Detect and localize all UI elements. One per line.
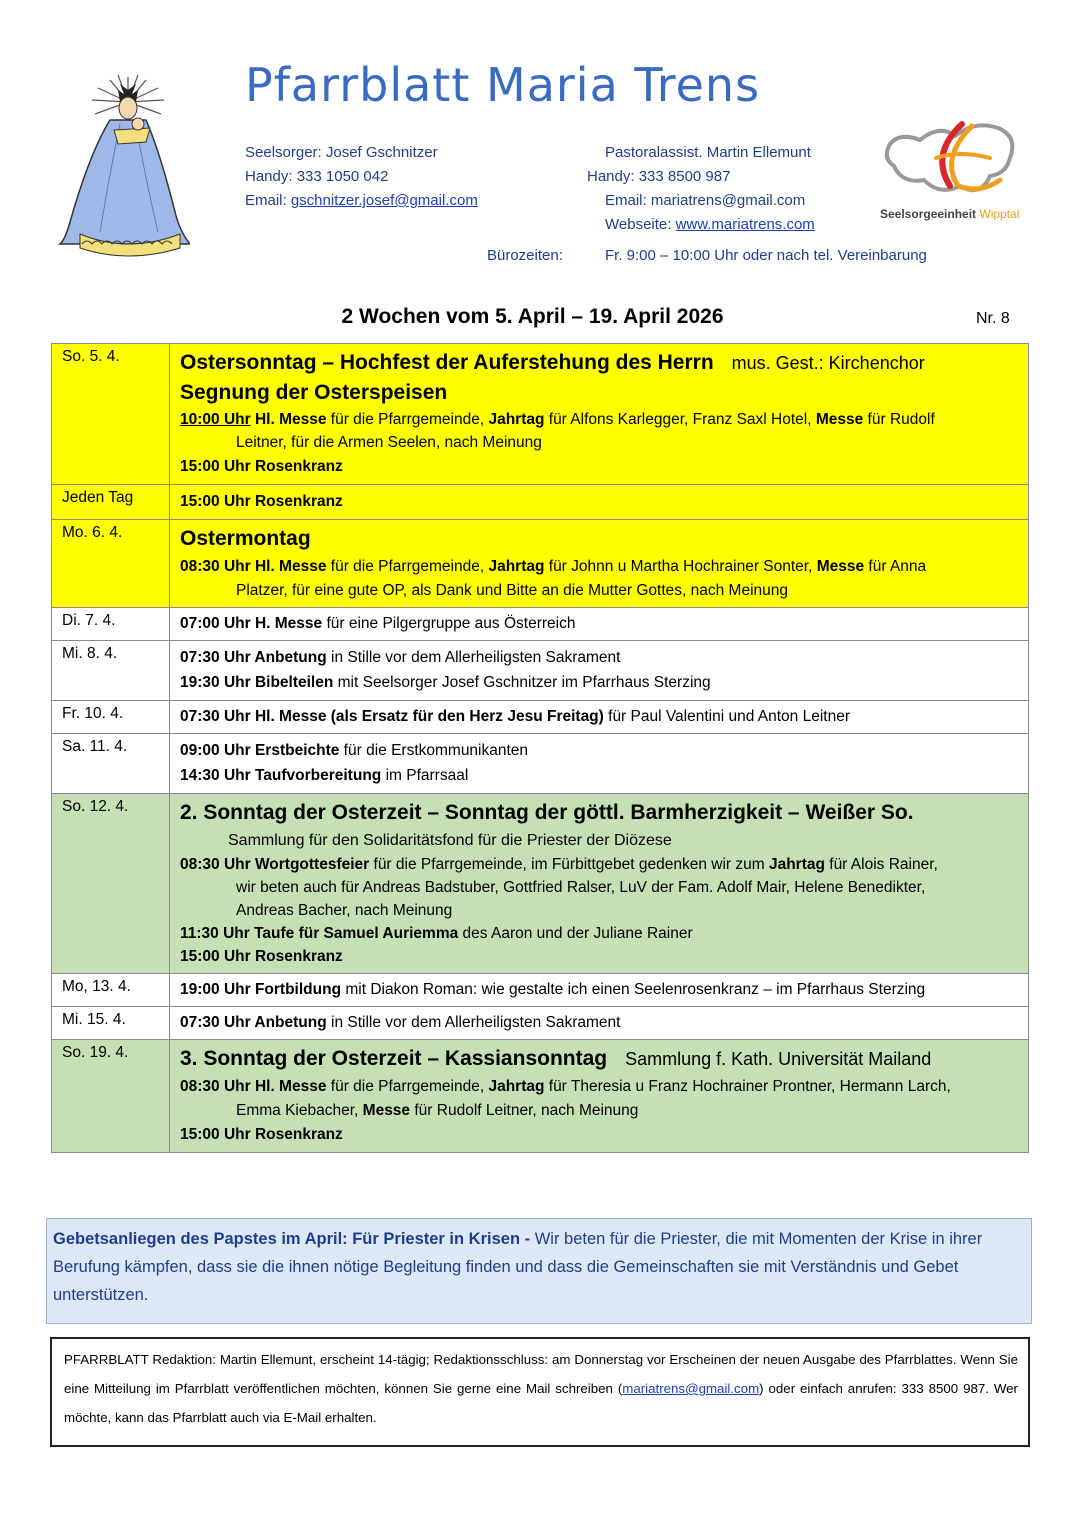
seelsorgeeinheit-logo bbox=[880, 114, 1020, 204]
row-content bbox=[170, 974, 1029, 1007]
pastor-email-line: Email: gschnitzer.josef@gmail.com bbox=[245, 192, 478, 209]
footer-email-link[interactable]: mariatrens@gmail.com bbox=[622, 1381, 760, 1396]
event-continuation: Leitner, für die Armen Seelen, nach Meinung bbox=[236, 434, 542, 451]
pastor-name: Seelsorger: Josef Gschnitzer bbox=[245, 144, 438, 161]
pastor-contact bbox=[245, 141, 478, 213]
event-line: 15:00 Uhr Rosenkranz bbox=[180, 493, 343, 510]
row-content bbox=[170, 344, 1029, 485]
event-line: 10:00 Uhr Hl. Messe für die Pfarrgemeinde, Jahrtag für Alfons Karlegger, Franz Saxl Hotel, Messe für Rudolf bbox=[180, 411, 935, 428]
prayer-intention-box bbox=[46, 1218, 1032, 1324]
event-continuation: Andreas Bacher, nach Meinung bbox=[236, 902, 453, 919]
day-title: 2. Sonntag der Osterzeit – Sonntag der göttl. Barmherzigkeit – Weißer So. bbox=[180, 801, 914, 824]
website-line: Webseite: www.mariatrens.com bbox=[605, 216, 815, 233]
event-line: 07:30 Uhr Hl. Messe (als Ersatz für den Herz Jesu Freitag) für Paul Valentini und Anton Leitner bbox=[180, 708, 850, 725]
row-date: Di. 7. 4. bbox=[52, 608, 170, 641]
row-content bbox=[170, 701, 1029, 734]
editorial-footer: PFARRBLATT Redaktion: Martin Ellemunt, erscheint 14-tägig; Redaktionsschluss: am Donnerstag vor Erscheinen der neuen Ausgabe des Pfarrblattes. Wenn Sie eine Mitteilung im Pfarrblatt veröffentlichen möchten, können Sie gerne eine Mail schreiben (mariatrens@gmail.com) oder einfach anrufen: 333 8500 987. Wer möchte, kann das Pfarrblatt auch via E-Mail erhalten. bbox=[50, 1337, 1030, 1447]
table-row bbox=[52, 520, 1029, 608]
issue-number: Nr. 8 bbox=[976, 310, 1010, 327]
table-row bbox=[52, 1007, 1029, 1040]
row-date: So. 12. 4. bbox=[52, 794, 170, 974]
table-row bbox=[52, 608, 1029, 641]
pastor-phone: Handy: 333 1050 042 bbox=[245, 168, 389, 185]
event-line: 07:30 Uhr Anbetung in Stille vor dem Allerheiligsten Sakrament bbox=[180, 649, 621, 666]
day-title: Ostersonntag – Hochfest der Auferstehung des Herrn mus. Gest.: Kirchenchor bbox=[180, 351, 925, 374]
table-row bbox=[52, 734, 1029, 794]
event-continuation: wir beten auch für Andreas Badstuber, Gottfried Ralser, LuV der Fam. Adolf Mair, Helene Benedikter, bbox=[236, 879, 926, 896]
event-line: 15:00 Uhr Rosenkranz bbox=[180, 948, 343, 965]
assistant-contact bbox=[587, 141, 815, 237]
row-content bbox=[170, 1040, 1029, 1153]
row-date: Sa. 11. 4. bbox=[52, 734, 170, 794]
table-row bbox=[52, 344, 1029, 485]
pastor-email-link[interactable]: gschnitzer.josef@gmail.com bbox=[290, 192, 478, 209]
day-title: Ostermontag bbox=[180, 527, 311, 550]
table-row bbox=[52, 641, 1029, 701]
day-title: 3. Sonntag der Osterzeit – Kassiansonntag Sammlung f. Kath. Universität Mailand bbox=[180, 1047, 932, 1070]
prayer-title: Gebetsanliegen des Papstes im April: Für Priester in Krisen - bbox=[53, 1230, 535, 1248]
row-date: Fr. 10. 4. bbox=[52, 701, 170, 734]
page-title: Pfarrblatt Maria Trens bbox=[245, 58, 761, 112]
event-line: 08:30 Uhr Hl. Messe für die Pfarrgemeinde, Jahrtag für Theresia u Franz Hochrainer Prontner, Hermann Larch, bbox=[180, 1078, 951, 1095]
website-link[interactable]: www.mariatrens.com bbox=[675, 216, 815, 233]
row-content bbox=[170, 608, 1029, 641]
table-row bbox=[52, 1040, 1029, 1153]
assistant-email: Email: mariatrens@gmail.com bbox=[605, 192, 806, 209]
logo-caption: Seelsorgeeinheit Wipptal bbox=[880, 207, 1020, 221]
event-line: 07:30 Uhr Anbetung in Stille vor dem Allerheiligsten Sakrament bbox=[180, 1014, 621, 1031]
day-subtitle: Segnung der Osterspeisen bbox=[180, 381, 448, 404]
event-line: 15:00 Uhr Rosenkranz bbox=[180, 458, 343, 475]
table-row bbox=[52, 974, 1029, 1007]
row-content bbox=[170, 520, 1029, 608]
row-content bbox=[170, 641, 1029, 701]
table-row bbox=[52, 794, 1029, 974]
event-line: 14:30 Uhr Taufvorbereitung im Pfarrsaal bbox=[180, 767, 469, 784]
collection-note: Sammlung für den Solidaritätsfond für die Priester der Diözese bbox=[228, 832, 672, 849]
row-content bbox=[170, 485, 1029, 520]
event-line: 09:00 Uhr Erstbeichte für die Erstkommunikanten bbox=[180, 742, 529, 759]
row-content bbox=[170, 794, 1029, 974]
office-hours-value: Fr. 9:00 – 10:00 Uhr oder nach tel. Vereinbarung bbox=[605, 247, 927, 264]
schedule-table bbox=[51, 343, 1029, 1153]
madonna-illustration bbox=[40, 72, 190, 262]
office-hours bbox=[487, 247, 927, 264]
event-line: 08:30 Uhr Hl. Messe für die Pfarrgemeinde, Jahrtag für Johnn u Martha Hochrainer Sonter, Messe für Anna bbox=[180, 558, 927, 575]
row-date: So. 19. 4. bbox=[52, 1040, 170, 1153]
row-date: Mo, 13. 4. bbox=[52, 974, 170, 1007]
table-row bbox=[52, 485, 1029, 520]
row-date: Jeden Tag bbox=[52, 485, 170, 520]
event-continuation: Platzer, für eine gute OP, als Dank und Bitte an die Mutter Gottes, nach Meinung bbox=[236, 582, 789, 599]
row-date: So. 5. 4. bbox=[52, 344, 170, 485]
row-date: Mi. 8. 4. bbox=[52, 641, 170, 701]
row-content bbox=[170, 734, 1029, 794]
row-date: Mi. 15. 4. bbox=[52, 1007, 170, 1040]
row-date: Mo. 6. 4. bbox=[52, 520, 170, 608]
event-line: 15:00 Uhr Rosenkranz bbox=[180, 1126, 343, 1143]
assistant-phone: Handy: 333 8500 987 bbox=[587, 168, 731, 185]
office-hours-label: Bürozeiten: bbox=[487, 247, 563, 264]
event-line: 19:00 Uhr Fortbildung mit Diakon Roman: wie gestalte ich einen Seelenrosenkranz – im Pfarrhaus Sterzing bbox=[180, 981, 926, 998]
event-line: 11:30 Uhr Taufe für Samuel Auriemma des Aaron und der Juliane Rainer bbox=[180, 925, 693, 942]
table-row bbox=[52, 701, 1029, 734]
row-content bbox=[170, 1007, 1029, 1040]
assistant-name: Pastoralassist. Martin Ellemunt bbox=[605, 144, 811, 161]
event-continuation: Emma Kiebacher, Messe für Rudolf Leitner, nach Meinung bbox=[236, 1102, 639, 1119]
prayer-text: Wir beten für die Priester, die mit Momenten der Krise in ihrer Berufung kämpfen, dass sie die ihnen nötige Begleitung finden und dass die Gemeinschaften sie mit Verständnis und Gebet unterstützen. bbox=[53, 1230, 983, 1304]
period-heading: 2 Wochen vom 5. April – 19. April 2026 bbox=[341, 305, 724, 328]
event-line: 08:30 Uhr Wortgottesfeier für die Pfarrgemeinde, im Fürbittgebet gedenken wir zum Jahrtag für Alois Rainer, bbox=[180, 856, 938, 873]
event-line: 07:00 Uhr H. Messe für eine Pilgergruppe aus Österreich bbox=[180, 615, 576, 632]
event-line: 19:30 Uhr Bibelteilen mit Seelsorger Josef Gschnitzer im Pfarrhaus Sterzing bbox=[180, 674, 711, 691]
